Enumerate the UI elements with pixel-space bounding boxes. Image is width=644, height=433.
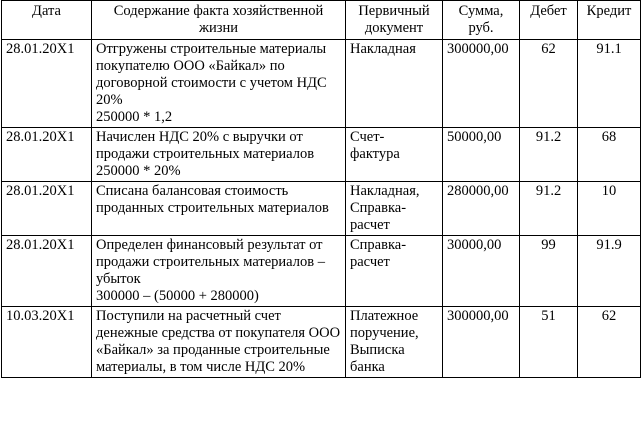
- header-row: [2, 1, 641, 40]
- cell-credit: 10: [578, 182, 641, 236]
- cell-content: Списана балансовая стоимость проданных строительных материалов: [92, 182, 346, 236]
- cell-credit: 91.9: [578, 236, 641, 307]
- cell-amount: 50000,00: [443, 128, 520, 182]
- header-credit: Кредит: [578, 1, 641, 40]
- cell-content: Начислен НДС 20% с выручки от продажи строительных материалов 250000 * 20%: [92, 128, 346, 182]
- cell-date: 28.01.20Х1: [2, 40, 92, 128]
- cell-document: Платежное поручение, Выписка банка: [346, 307, 443, 378]
- cell-date: 10.03.20Х1: [2, 307, 92, 378]
- cell-amount: 30000,00: [443, 236, 520, 307]
- cell-amount: 280000,00: [443, 182, 520, 236]
- cell-content: Отгружены строительные материалы покупателю ООО «Байкал» по договорной стоимости с учетом НДС 20% 250000 * 1,2: [92, 40, 346, 128]
- header-debit: Дебет: [520, 1, 578, 40]
- cell-debit: 99: [520, 236, 578, 307]
- header-amount: Сумма, руб.: [443, 1, 520, 40]
- cell-date: 28.01.20Х1: [2, 236, 92, 307]
- cell-debit: 62: [520, 40, 578, 128]
- cell-debit: 91.2: [520, 182, 578, 236]
- cell-content: Определен финансовый результат от продажи строительных материалов – убыток 300000 – (50000 + 280000): [92, 236, 346, 307]
- accounting-entries-table: [1, 0, 641, 378]
- cell-amount: 300000,00: [443, 40, 520, 128]
- cell-amount: 300000,00: [443, 307, 520, 378]
- header-content: Содержание факта хозяйственной жизни: [92, 1, 346, 40]
- cell-date: 28.01.20Х1: [2, 128, 92, 182]
- cell-credit: 91.1: [578, 40, 641, 128]
- cell-document: Накладная, Справка- расчет: [346, 182, 443, 236]
- cell-credit: 62: [578, 307, 641, 378]
- cell-document: Накладная: [346, 40, 443, 128]
- header-document: Первичный документ: [346, 1, 443, 40]
- header-date: Дата: [2, 1, 92, 40]
- table-row: [2, 182, 641, 236]
- table-row: [2, 236, 641, 307]
- table-row: [2, 307, 641, 378]
- cell-credit: 68: [578, 128, 641, 182]
- cell-content: Поступили на расчетный счет денежные средства от покупателя ООО «Байкал» за проданные строительные материалы, в том числе НДС 20%: [92, 307, 346, 378]
- cell-debit: 51: [520, 307, 578, 378]
- cell-document: Счет- фактура: [346, 128, 443, 182]
- table-row: [2, 40, 641, 128]
- cell-date: 28.01.20Х1: [2, 182, 92, 236]
- cell-debit: 91.2: [520, 128, 578, 182]
- cell-document: Справка- расчет: [346, 236, 443, 307]
- table-row: [2, 128, 641, 182]
